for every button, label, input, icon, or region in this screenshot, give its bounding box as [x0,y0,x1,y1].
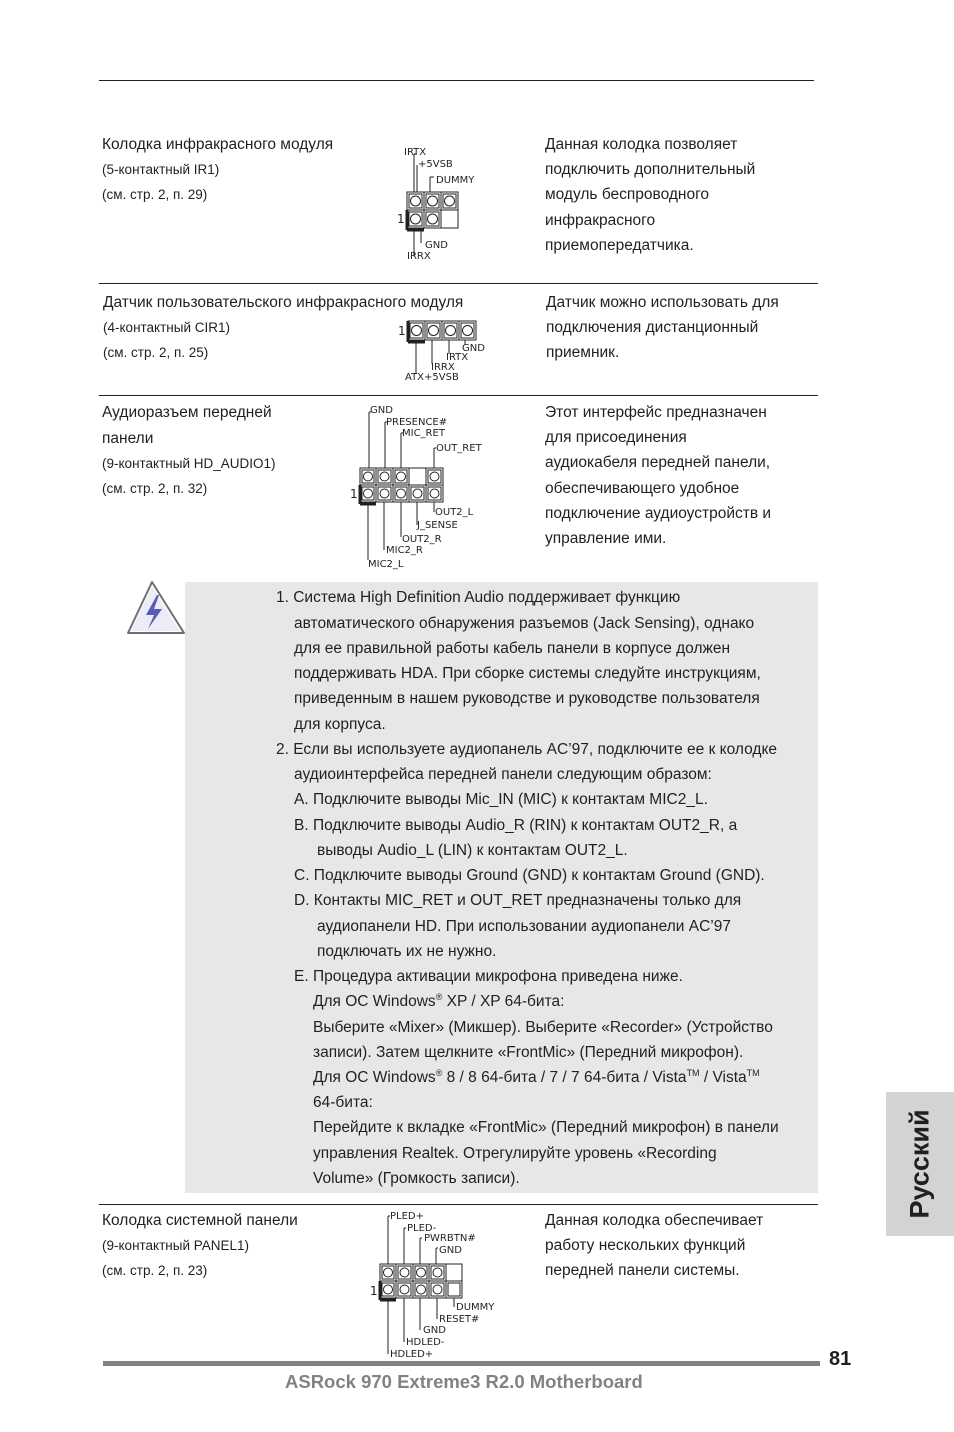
pin-label: PLED- [407,1223,437,1234]
pin-label: OUT2_L [435,507,474,518]
registered-mark: ® [435,1068,443,1078]
pin-label: DUMMY [436,175,475,186]
note-line: для ее правильной работы кабель панели в корпусе должен [294,640,731,657]
ir-desc-line: Данная колодка позволяет [545,136,738,153]
pin-label: OUT2_R [402,534,442,545]
audio-page-ref: (см. стр. 2, п. 32) [102,481,208,496]
pin-label: MIC2_L [368,559,404,570]
note-line: 1. Система High Definition Audio поддерживает функцию [276,589,681,606]
audio-desc-line: для присоединения [545,429,687,447]
cir-desc-line: подключения дистанционный [546,319,759,337]
pin-label: DUMMY [456,1302,495,1313]
pin-one-marker: 1 [350,487,358,501]
pin-label: IRRX [407,251,431,262]
section-divider [99,1204,818,1205]
audio-description [545,400,771,551]
note-line: C. Подключите выводы Ground (GND) к контактам Ground (GND). [294,867,765,884]
note-line [313,989,564,1014]
cir-desc-line: приемник. [546,344,620,362]
pin-label: GND [439,1245,462,1256]
note-line: для корпуса. [294,716,386,733]
pin-label: MIC2_R [386,545,423,556]
pin-label: GND [425,240,448,251]
pin-label: OUT_RET [436,443,482,454]
panel-desc-line: Данная колодка обеспечивает [545,1212,764,1229]
ir-desc-line: подключить дополнительный [545,161,756,179]
pin-label: GND [370,405,393,416]
ir-subtitle: (5-контактный IR1) [102,162,220,177]
note-line: записи). Затем щелкните «FrontMic» (Передний микрофон). [313,1044,744,1061]
pin-label: RESET# [439,1314,480,1325]
note-line: поддерживать HDA. При сборке системы следуйте инструкциям, [294,665,761,682]
trademark: TM [746,1068,760,1078]
note-line [313,1065,760,1090]
pin-label: ATX+5VSB [405,372,459,382]
note-line: автоматического обнаружения разъемов (Jack Sensing), однако [294,615,755,632]
note-line: аудиоинтерфейса передней панели следующим образом: [294,766,712,783]
note-line: Перейдите к вкладке «FrontMic» (Передний микрофон) в панели [313,1119,779,1136]
language-label: Русский [904,1109,935,1219]
note-text: XP / XP 64-бита: [442,993,565,1010]
audio-desc-line: управление ими. [545,530,667,548]
audio-desc-line: Этот интерфейс предназначен [545,404,767,421]
note-text: 8 / 8 64-бита / 7 / 7 64-бита / Vista [442,1069,687,1086]
ir-description [545,132,755,258]
pin-one-marker: 1 [397,212,405,226]
pin-label: IRTX [446,352,469,363]
pin-label: IRTX [404,147,427,158]
pin-label: J_SENSE [417,520,458,531]
note-text: / Vista [699,1069,747,1086]
page-number: 81 [829,1348,852,1370]
pin-label: PLED+ [390,1211,424,1222]
cir-desc-line: Датчик можно использовать для [546,294,779,311]
footer-product-name: ASRock 970 Extreme3 R2.0 Motherboard [285,1371,643,1392]
pin-label: PWRBTN# [424,1233,476,1244]
note-line: 2. Если вы используете аудиопанель AC’97, подключите ее к колодке [276,741,778,758]
system-panel-header-pinout-diagram [368,1208,508,1360]
note-line: выводы Audio_L (LIN) к контактам OUT2_L. [317,842,628,859]
pin-label: GND [462,343,485,354]
pin-one-marker: 1 [398,324,406,338]
registered-mark: ® [435,992,443,1002]
pin-label: GND [423,1325,446,1336]
note-text: Для ОС Windows [313,1069,436,1086]
panel-description [545,1208,763,1284]
note-line: B. Подключите выводы Audio_R (RIN) к контактам OUT2_R, а [294,817,738,834]
panel-desc-line: передней панели системы. [545,1262,740,1280]
cir-title: Датчик пользовательского инфракрасного модуля [103,294,464,311]
audio-desc-line: аудиокабеля передней панели, [545,454,771,472]
audio-title-cont: панели [102,430,154,447]
note-line: D. Контакты MIC_RET и OUT_RET предназначены только для [294,892,742,909]
cir-page-ref: (см. стр. 2, п. 25) [103,345,209,360]
pin-label: IRRX [431,362,455,373]
language-side-tab [886,1092,954,1236]
note-text: Для ОС Windows [313,993,436,1010]
note-line: управления Realtek. Отрегулируйте уровень «Recording [313,1145,717,1162]
footer-bar [103,1361,820,1366]
note-line: подключать их не нужно. [317,943,497,960]
warning-icon [124,578,188,638]
note-line: A. Подключите выводы Mic_IN (MIC) к контактам MIC2_L. [294,791,708,808]
note-line: Выберите «Mixer» (Микшер). Выберите «Recorder» (Устройство [313,1019,773,1036]
ir-page-ref: (см. стр. 2, п. 29) [102,187,208,202]
top-rule [99,80,814,81]
ir-header-pinout-diagram [390,140,490,265]
pin-label: PRESENCE# [386,417,448,428]
note-line: аудиопанели HD. При использовании аудиопанели AC’97 [317,918,731,935]
section-divider [99,283,818,284]
pin-label: HDLED- [406,1337,445,1348]
pin-one-marker: 1 [370,1284,378,1298]
note-line: 64-бита: [313,1094,373,1111]
section-divider [99,395,818,396]
note-line: приведенным в нашем руководстве и руководстве пользователя [294,690,760,707]
note-panel [185,582,818,1193]
audio-subtitle: (9-контактный HD_AUDIO1) [102,456,276,471]
ir-title: Колодка инфракрасного модуля [102,136,334,153]
panel-subtitle: (9-контактный PANEL1) [102,1238,250,1253]
note-line: Volume» (Громкость записи). [313,1170,520,1187]
panel-desc-line: работу нескольких функций [545,1237,746,1255]
ir-desc-line: инфракрасного [545,211,656,229]
pin-label: MIC_RET [402,428,445,439]
panel-title: Колодка системной панели [102,1212,298,1229]
audio-title: Аудиоразъем передней [102,404,272,421]
cir-subtitle: (4-контактный CIR1) [103,320,231,335]
audio-desc-line: обеспечивающего удобное [545,479,740,497]
ir-desc-line: модуль беспроводного [545,186,710,204]
pin-label: +5VSB [418,159,453,170]
audio-desc-line: подключение аудиоустройств и [545,504,772,522]
trademark: TM [686,1068,700,1078]
ir-desc-line: приемопередатчика. [545,236,694,254]
panel-page-ref: (см. стр. 2, п. 23) [102,1263,208,1278]
cir-description [546,290,779,366]
note-line: E. Процедура активации микрофона приведена ниже. [294,968,683,985]
hd-audio-header-pinout-diagram [345,402,495,572]
pin-label: HDLED+ [390,1349,434,1360]
cir-header-pinout-diagram [395,318,495,382]
